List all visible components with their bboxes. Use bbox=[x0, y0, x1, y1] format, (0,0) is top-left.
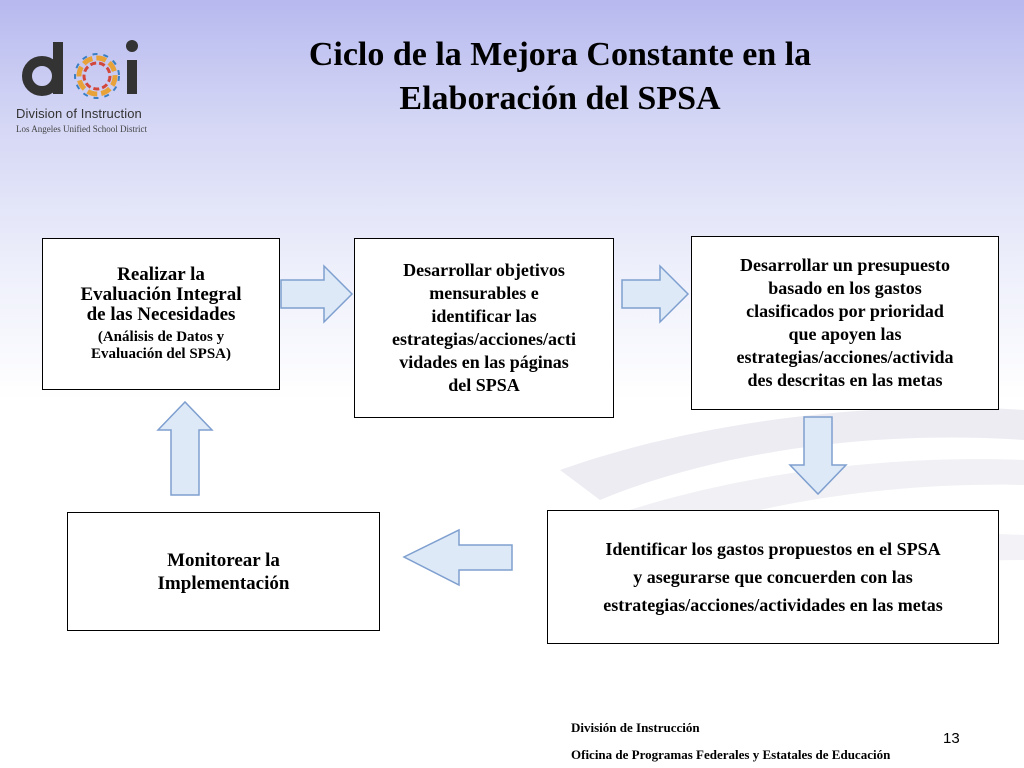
box-text-line: des descritas en las metas bbox=[747, 370, 943, 390]
box-develop-objectives bbox=[354, 238, 614, 418]
box-identify-expenses bbox=[547, 510, 999, 644]
box-needs-assessment bbox=[42, 238, 280, 390]
footer-office: Oficina de Programas Federales y Estatales de Educación bbox=[571, 747, 891, 762]
box-text-line: identificar las bbox=[431, 306, 537, 326]
title-line-1: Ciclo de la Mejora Constante en la bbox=[308, 36, 812, 73]
box-text-line: estrategias/acciones/activida bbox=[736, 347, 954, 367]
box-text-line: Evaluación Integral bbox=[80, 284, 242, 305]
arrow-down bbox=[790, 417, 846, 494]
footer-division: División de Instrucción bbox=[571, 720, 700, 735]
box-text-line: Implementación bbox=[157, 572, 290, 594]
logo-division-label: Division of Instruction bbox=[16, 106, 142, 121]
box-text-line: que apoyen las bbox=[788, 324, 902, 344]
arrow-up bbox=[158, 402, 212, 495]
arrow-right-1 bbox=[281, 266, 352, 322]
box-text-line: basado en los gastos bbox=[768, 278, 922, 298]
box-text-line: Monitorear la bbox=[167, 549, 280, 571]
box-text-line: Desarrollar objetivos bbox=[403, 260, 565, 280]
box-text-line: mensurables e bbox=[429, 283, 539, 303]
box-text-line: clasificados por prioridad bbox=[746, 301, 944, 321]
arrow-left bbox=[404, 530, 512, 585]
arrow-right-2 bbox=[622, 266, 688, 322]
box-monitor-implementation bbox=[67, 512, 380, 631]
box-text-line: vidades en las páginas bbox=[399, 352, 569, 372]
logo-district-label: Los Angeles Unified School District bbox=[16, 124, 147, 134]
box-text-line: de las Necesidades bbox=[86, 304, 236, 325]
box-subtext-line: (Análisis de Datos y bbox=[97, 329, 225, 345]
box-text-line: estrategias/acciones/acti bbox=[392, 329, 576, 349]
box-text-line: estrategias/acciones/actividades en las metas bbox=[603, 595, 943, 615]
box-text-line: del SPSA bbox=[448, 375, 520, 395]
title-line-2: Elaboración del SPSA bbox=[399, 80, 721, 117]
box-subtext-line: Evaluación del SPSA) bbox=[90, 346, 232, 362]
box-text-line: Identificar los gastos propuestos en el SPSA bbox=[605, 539, 941, 559]
box-text-line: Realizar la bbox=[117, 264, 205, 285]
box-text-line: Desarrollar un presupuesto bbox=[739, 255, 951, 275]
box-subtext bbox=[91, 329, 231, 363]
box-text-line: y asegurarse que concuerden con las bbox=[633, 567, 913, 587]
page-number: 13 bbox=[943, 730, 960, 747]
box-develop-budget bbox=[691, 236, 999, 410]
